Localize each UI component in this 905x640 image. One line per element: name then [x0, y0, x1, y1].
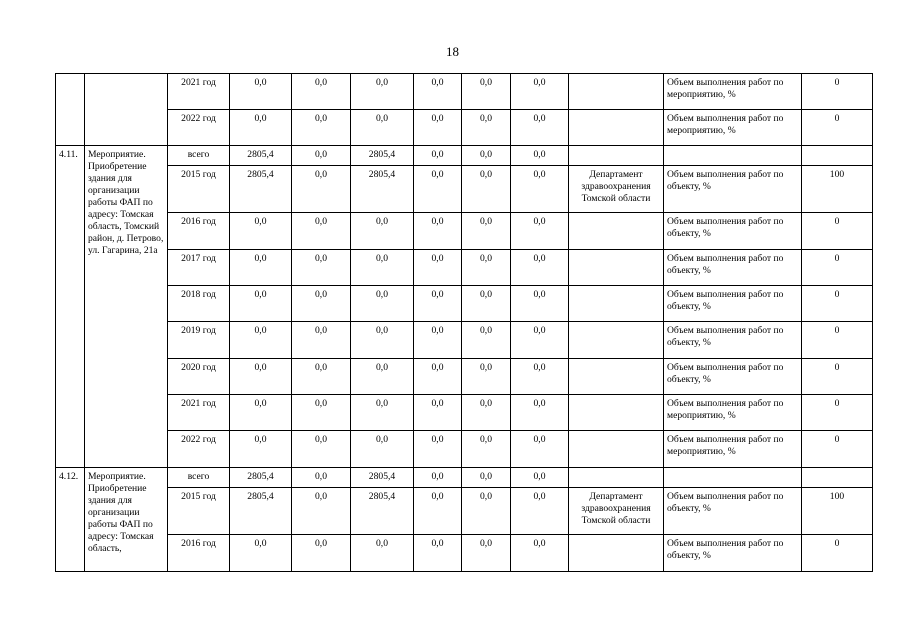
responsible-cell — [569, 322, 664, 359]
responsible-cell — [569, 146, 664, 166]
year-cell: всего — [168, 468, 230, 488]
table-row — [56, 431, 873, 468]
regional-cell: 0,0 — [351, 286, 414, 322]
indicator-name-cell — [664, 146, 802, 166]
local-cell: 0,0 — [414, 468, 462, 488]
federal-cell: 0,0 — [292, 74, 351, 110]
indicator-name-cell: Объем выполнения работ по объекту, % — [664, 250, 802, 286]
other-cell: 0,0 — [511, 166, 569, 213]
regional-cell: 0,0 — [351, 110, 414, 146]
local-cell: 0,0 — [414, 286, 462, 322]
total-cell: 2805,4 — [230, 146, 292, 166]
local-cell: 0,0 — [414, 250, 462, 286]
extra-budget-cell: 0,0 — [462, 286, 511, 322]
extra-budget-cell: 0,0 — [462, 468, 511, 488]
extra-budget-cell: 0,0 — [462, 213, 511, 250]
extra-budget-cell: 0,0 — [462, 395, 511, 431]
total-cell: 2805,4 — [230, 488, 292, 535]
year-cell: 2022 год — [168, 110, 230, 146]
year-cell: 2021 год — [168, 74, 230, 110]
regional-cell: 0,0 — [351, 535, 414, 572]
regional-cell: 2805,4 — [351, 488, 414, 535]
table-row — [56, 286, 873, 322]
other-cell: 0,0 — [511, 395, 569, 431]
federal-cell: 0,0 — [292, 286, 351, 322]
total-cell: 2805,4 — [230, 166, 292, 213]
responsible-cell — [569, 74, 664, 110]
regional-cell: 2805,4 — [351, 146, 414, 166]
local-cell: 0,0 — [414, 213, 462, 250]
local-cell: 0,0 — [414, 431, 462, 468]
year-cell: всего — [168, 146, 230, 166]
other-cell: 0,0 — [511, 286, 569, 322]
federal-cell: 0,0 — [292, 395, 351, 431]
extra-budget-cell: 0,0 — [462, 166, 511, 213]
local-cell: 0,0 — [414, 535, 462, 572]
federal-cell: 0,0 — [292, 322, 351, 359]
responsible-cell — [569, 286, 664, 322]
federal-cell: 0,0 — [292, 468, 351, 488]
federal-cell: 0,0 — [292, 535, 351, 572]
year-cell: 2017 год — [168, 250, 230, 286]
indicator-value-cell: 0 — [802, 322, 873, 359]
other-cell: 0,0 — [511, 359, 569, 395]
regional-cell: 0,0 — [351, 250, 414, 286]
other-cell: 0,0 — [511, 110, 569, 146]
extra-budget-cell: 0,0 — [462, 74, 511, 110]
extra-budget-cell: 0,0 — [462, 535, 511, 572]
local-cell: 0,0 — [414, 322, 462, 359]
table-row — [56, 250, 873, 286]
indicator-value-cell: 0 — [802, 431, 873, 468]
indicator-name-cell: Объем выполнения работ по объекту, % — [664, 322, 802, 359]
federal-cell: 0,0 — [292, 110, 351, 146]
federal-cell: 0,0 — [292, 431, 351, 468]
item-number-cell: 4.11. — [56, 146, 85, 468]
local-cell: 0,0 — [414, 74, 462, 110]
regional-cell: 0,0 — [351, 395, 414, 431]
responsible-cell: Департамент здравоохранения Томской области — [569, 166, 664, 213]
other-cell: 0,0 — [511, 488, 569, 535]
table-row — [56, 110, 873, 146]
local-cell: 0,0 — [414, 110, 462, 146]
year-cell: 2018 год — [168, 286, 230, 322]
table-row — [56, 213, 873, 250]
indicator-name-cell: Объем выполнения работ по объекту, % — [664, 286, 802, 322]
responsible-cell — [569, 468, 664, 488]
extra-budget-cell: 0,0 — [462, 110, 511, 146]
responsible-cell — [569, 395, 664, 431]
indicator-value-cell: 0 — [802, 213, 873, 250]
year-cell: 2020 год — [168, 359, 230, 395]
total-cell: 0,0 — [230, 359, 292, 395]
item-name-cell: Мероприятие. Приобретение здания для организации работы ФАП по адресу: Томская область, Томский район, д. Петрово, ул. Гагарина, 21а — [85, 146, 168, 468]
regional-cell: 0,0 — [351, 431, 414, 468]
indicator-value-cell: 100 — [802, 488, 873, 535]
indicator-value-cell: 0 — [802, 110, 873, 146]
local-cell: 0,0 — [414, 359, 462, 395]
total-cell: 0,0 — [230, 213, 292, 250]
page-number: 18 — [446, 44, 459, 59]
regional-cell: 0,0 — [351, 213, 414, 250]
federal-cell: 0,0 — [292, 359, 351, 395]
other-cell: 0,0 — [511, 322, 569, 359]
year-cell: 2019 год — [168, 322, 230, 359]
indicator-value-cell — [802, 146, 873, 166]
total-cell: 0,0 — [230, 431, 292, 468]
responsible-cell — [569, 431, 664, 468]
regional-cell: 2805,4 — [351, 468, 414, 488]
regional-cell: 0,0 — [351, 74, 414, 110]
responsible-cell — [569, 213, 664, 250]
table-row — [56, 166, 873, 213]
total-cell: 0,0 — [230, 395, 292, 431]
indicator-value-cell: 0 — [802, 359, 873, 395]
local-cell: 0,0 — [414, 166, 462, 213]
responsible-cell — [569, 535, 664, 572]
indicator-value-cell: 0 — [802, 535, 873, 572]
extra-budget-cell: 0,0 — [462, 359, 511, 395]
local-cell: 0,0 — [414, 488, 462, 535]
other-cell: 0,0 — [511, 250, 569, 286]
extra-budget-cell: 0,0 — [462, 488, 511, 535]
indicator-name-cell: Объем выполнения работ по мероприятию, % — [664, 431, 802, 468]
item-number-cell — [56, 74, 85, 146]
federal-cell: 0,0 — [292, 213, 351, 250]
table-row — [56, 395, 873, 431]
indicator-name-cell: Объем выполнения работ по объекту, % — [664, 166, 802, 213]
table-row — [56, 359, 873, 395]
local-cell: 0,0 — [414, 395, 462, 431]
item-number-cell: 4.12. — [56, 468, 85, 572]
indicator-name-cell: Объем выполнения работ по объекту, % — [664, 213, 802, 250]
total-cell: 0,0 — [230, 286, 292, 322]
federal-cell: 0,0 — [292, 146, 351, 166]
total-cell: 0,0 — [230, 110, 292, 146]
indicator-name-cell: Объем выполнения работ по мероприятию, % — [664, 395, 802, 431]
other-cell: 0,0 — [511, 535, 569, 572]
indicator-value-cell: 0 — [802, 395, 873, 431]
total-cell: 0,0 — [230, 250, 292, 286]
federal-cell: 0,0 — [292, 488, 351, 535]
program-table — [55, 73, 873, 572]
indicator-name-cell: Объем выполнения работ по объекту, % — [664, 359, 802, 395]
other-cell: 0,0 — [511, 431, 569, 468]
responsible-cell — [569, 359, 664, 395]
table-row — [56, 146, 873, 166]
regional-cell: 0,0 — [351, 322, 414, 359]
indicator-name-cell: Объем выполнения работ по объекту, % — [664, 488, 802, 535]
federal-cell: 0,0 — [292, 166, 351, 213]
item-name-cell: Мероприятие. Приобретение здания для организации работы ФАП по адресу: Томская область, — [85, 468, 168, 572]
federal-cell: 0,0 — [292, 250, 351, 286]
indicator-name-cell: Объем выполнения работ по мероприятию, % — [664, 74, 802, 110]
indicator-value-cell: 0 — [802, 286, 873, 322]
table-row — [56, 488, 873, 535]
indicator-name-cell — [664, 468, 802, 488]
local-cell: 0,0 — [414, 146, 462, 166]
year-cell: 2016 год — [168, 535, 230, 572]
table-row — [56, 322, 873, 359]
table-row — [56, 74, 873, 110]
total-cell: 0,0 — [230, 74, 292, 110]
regional-cell: 0,0 — [351, 359, 414, 395]
year-cell: 2016 год — [168, 213, 230, 250]
indicator-value-cell: 0 — [802, 250, 873, 286]
total-cell: 2805,4 — [230, 468, 292, 488]
indicator-value-cell: 100 — [802, 166, 873, 213]
indicator-name-cell: Объем выполнения работ по мероприятию, % — [664, 110, 802, 146]
indicator-name-cell: Объем выполнения работ по объекту, % — [664, 535, 802, 572]
table-row — [56, 535, 873, 572]
other-cell: 0,0 — [511, 468, 569, 488]
other-cell: 0,0 — [511, 213, 569, 250]
extra-budget-cell: 0,0 — [462, 322, 511, 359]
table-row — [56, 468, 873, 488]
other-cell: 0,0 — [511, 146, 569, 166]
extra-budget-cell: 0,0 — [462, 146, 511, 166]
regional-cell: 2805,4 — [351, 166, 414, 213]
total-cell: 0,0 — [230, 322, 292, 359]
year-cell: 2015 год — [168, 166, 230, 213]
total-cell: 0,0 — [230, 535, 292, 572]
indicator-value-cell — [802, 468, 873, 488]
other-cell: 0,0 — [511, 74, 569, 110]
responsible-cell — [569, 110, 664, 146]
year-cell: 2022 год — [168, 431, 230, 468]
year-cell: 2021 год — [168, 395, 230, 431]
indicator-value-cell: 0 — [802, 74, 873, 110]
responsible-cell — [569, 250, 664, 286]
extra-budget-cell: 0,0 — [462, 250, 511, 286]
responsible-cell: Департамент здравоохранения Томской области — [569, 488, 664, 535]
extra-budget-cell: 0,0 — [462, 431, 511, 468]
year-cell: 2015 год — [168, 488, 230, 535]
item-name-cell — [85, 74, 168, 146]
